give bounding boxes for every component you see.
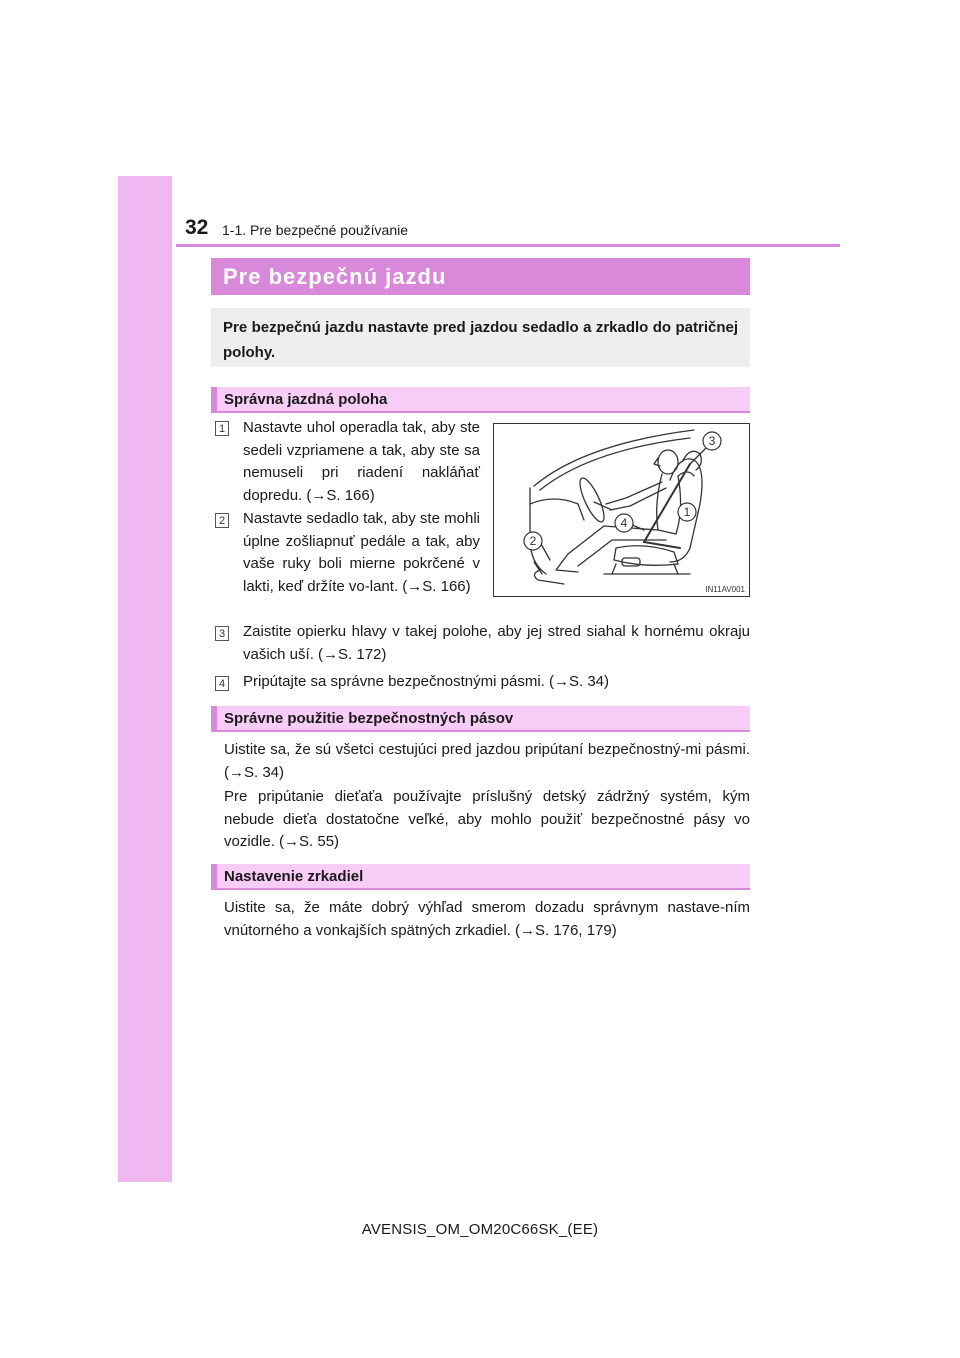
callout-label-2: 2 [529,534,537,548]
seated-driver-drawing [494,424,749,596]
callout-label-1: 1 [683,505,691,519]
callout-label-3: 3 [708,434,716,448]
subheading-driving-position: Správna jazdná poloha [211,387,750,413]
callout-label-4: 4 [620,516,628,530]
mirrors-paragraph-1: Uistite sa, že máte dobrý výhľad smerom dozadu správnym nastave-ním vnútorného a vonkajších spätných zrkadiel. (→S. 176, 179) [224,899,750,939]
figure-code: IN11AV001 [705,585,745,594]
position-item-4: Pripútajte sa správne bezpečnostnými pásmi. (→S. 34) [243,673,609,690]
subheading-mirror-adjustment: Nastavenie zrkadiel [211,864,750,890]
belts-paragraph-1: Uistite sa, že sú všetci cestujúci pred jazdou pripútaní bezpečnostný-mi pásmi. (→S. 34) [224,741,750,781]
document-footer: AVENSIS_OM_OM20C66SK_(EE) [361,1221,599,1238]
chapter-title: 1-1. Pre bezpečné používanie [222,222,409,238]
driving-position-illustration [493,423,750,597]
item-number-3: 3 [215,626,229,641]
item-number-2: 2 [215,513,229,528]
item-number-4: 4 [215,676,229,691]
header-rule [176,244,840,247]
chapter-tab-bar [118,176,172,1182]
belts-paragraph-2: Pre pripútanie dieťaťa používajte príslušný detský zádržný systém, kým nebude dieťa dostatočne veľké, aby mohlo použiť bezpečnostné pásy vo vozidle. (→S. 55) [224,788,750,850]
intro-box: Pre bezpečnú jazdu nastavte pred jazdou sedadlo a zrkadlo do patričnej polohy. [211,308,750,367]
item-number-1: 1 [215,421,229,436]
page-number: 32 [185,216,209,239]
position-item-2: Nastavte sedadlo tak, aby ste mohli úplne zošliapnuť pedále a tak, aby vaše ruky boli mierne pokrčené v lakti, keď držíte vo-lant. (→S. 166) [243,510,480,595]
position-item-1: Nastavte uhol operadla tak, aby ste sedeli vzpriamene a tak, aby ste sa nemuseli pri riadení nakláňať dopredu. (→S. 166) [243,419,480,504]
subheading-seatbelt-use: Správne použitie bezpečnostných pásov [211,706,750,732]
section-heading: Pre bezpečnú jazdu [211,258,750,295]
position-item-3: Zaistite opierku hlavy v takej polohe, aby jej stred siahal k hornému okraju vašich uší. (→S. 172) [243,623,750,663]
